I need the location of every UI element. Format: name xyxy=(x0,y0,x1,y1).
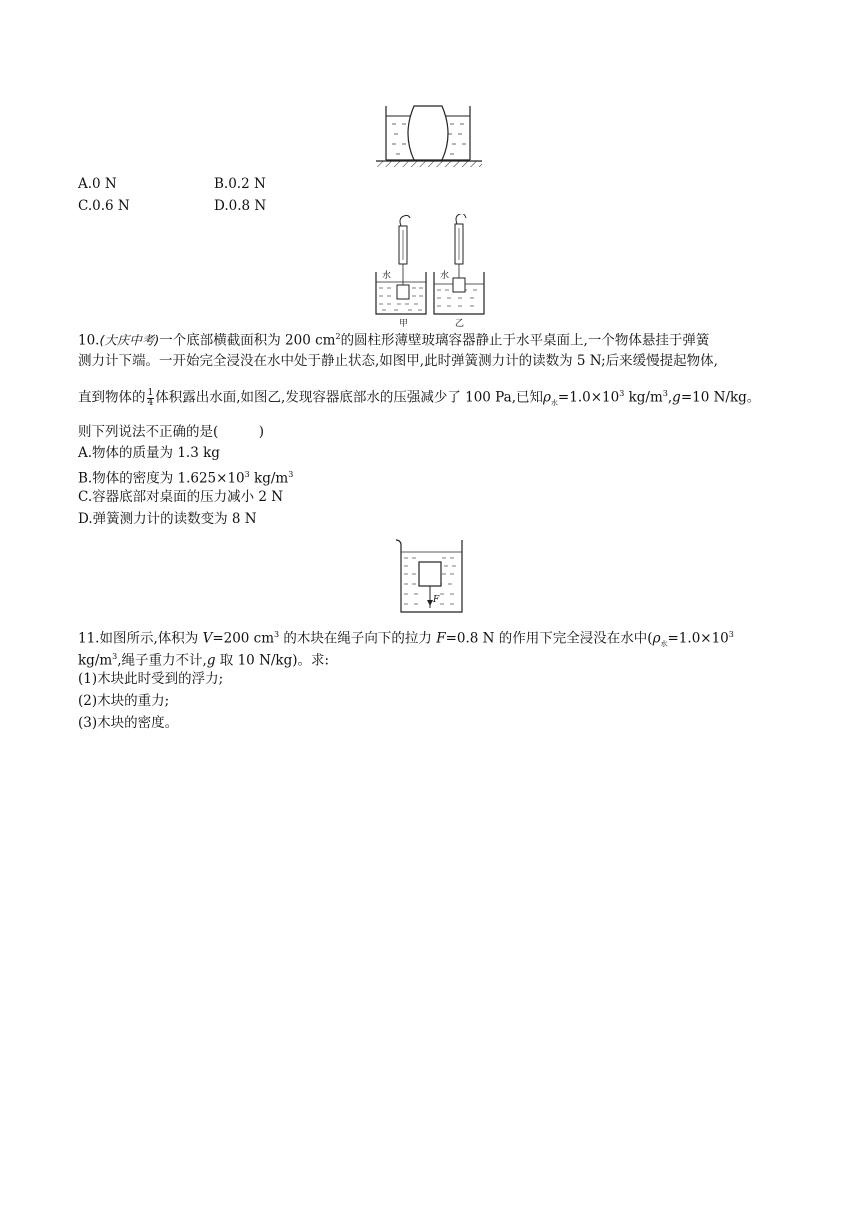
q9-option-a: A.0 N xyxy=(78,176,117,192)
q11-sub-1: (1)木块此时受到的浮力; xyxy=(78,671,224,687)
q11-sub-2: (2)木块的重力; xyxy=(78,693,170,709)
q10-fig-label-yi: 乙 xyxy=(455,319,465,329)
q10-source: (大庆中考) xyxy=(99,332,160,348)
q11-sub-3: (3)木块的密度。 xyxy=(78,715,179,731)
q11-line-2: $kg/m^3$,绳子重力不计,g 取 10 N/kg)。求: xyxy=(78,652,330,669)
q10-line-1: 10.(大庆中考)一个底部横截面积为 200 $cm^2$的圆柱形薄壁玻璃容器静止于水平桌面上,一个物体悬挂于弹簧 xyxy=(78,332,710,349)
q11-figure xyxy=(392,538,468,616)
q11-fig-label-f: F xyxy=(433,595,440,605)
q9-option-c: C.0.6 N xyxy=(78,198,130,214)
q10-line-2: 测力计下端。一开始完全浸没在水中处于静止状态,如图甲,此时弹簧测力计的读数为 5 N;后来缓慢提起物体, xyxy=(78,353,718,369)
q10-fig-label-water-a: 水 xyxy=(382,271,392,281)
q9-figure xyxy=(372,104,492,168)
q10-option-b: B.物体的密度为 $1.625\times 10^3$ $kg/m^3$ xyxy=(78,470,294,487)
q10-option-c: C.容器底部对桌面的压力减小 2 N xyxy=(78,489,284,505)
q9-option-d: D.0.8 N xyxy=(214,198,267,214)
q10-line-3: 直到物体的 $\frac{1}{4}$ 体积露出水面,如图乙,发现容器底部水的压强减少了 100 Pa,已知$\rho_水=1.0\times 10^3$ $kg/m^3,g=10$ N/kg。 xyxy=(78,387,761,408)
q10-fraction: $\frac{1}{4}$ xyxy=(147,387,154,408)
q10-fig-label-jia: 甲 xyxy=(399,319,409,329)
q10-fig-label-water-b: 水 xyxy=(440,271,450,281)
q10-option-d: D.弹簧测力计的读数变为 8 N xyxy=(78,511,257,527)
q10-line-4: 则下列说法不正确的是( ) xyxy=(78,424,265,440)
q9-option-b: B.0.2 N xyxy=(214,176,266,192)
q11-line-1: 11.如图所示,体积为 V=200 $cm^3$ 的木块在绳子向下的拉力 F=0.8 N 的作用下完全浸没在水中($\rho_水=1.0\times 10^3$ xyxy=(78,630,734,649)
q10-option-a: A.物体的质量为 1.3 kg xyxy=(78,445,220,461)
